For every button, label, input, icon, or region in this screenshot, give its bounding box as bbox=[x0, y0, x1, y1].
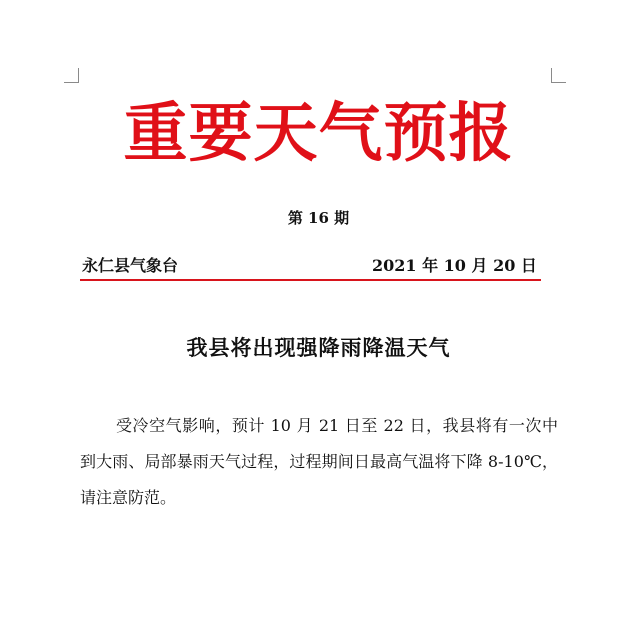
issuing-agency: 永仁县气象台 bbox=[82, 256, 179, 275]
issue-date: 2021 年 10 月 20 日 bbox=[372, 256, 537, 275]
issue-number: 第 16 期 bbox=[287, 209, 350, 227]
page-corner-mark-top-left bbox=[64, 68, 79, 83]
masthead-title: 重要天气预报 bbox=[123, 96, 514, 171]
forecast-body: 受冷空气影响，预计 10 月 21 日至 22 日，我县将有一次中到大雨、局部暴雨天气过程，过程期间日最高气温将下降 8-10℃，请注意防范。 bbox=[80, 416, 558, 507]
forecast-headline: 我县将出现强降雨降温天气 bbox=[186, 335, 451, 360]
red-divider-line bbox=[80, 279, 541, 281]
page-corner-mark-top-right bbox=[551, 68, 566, 83]
